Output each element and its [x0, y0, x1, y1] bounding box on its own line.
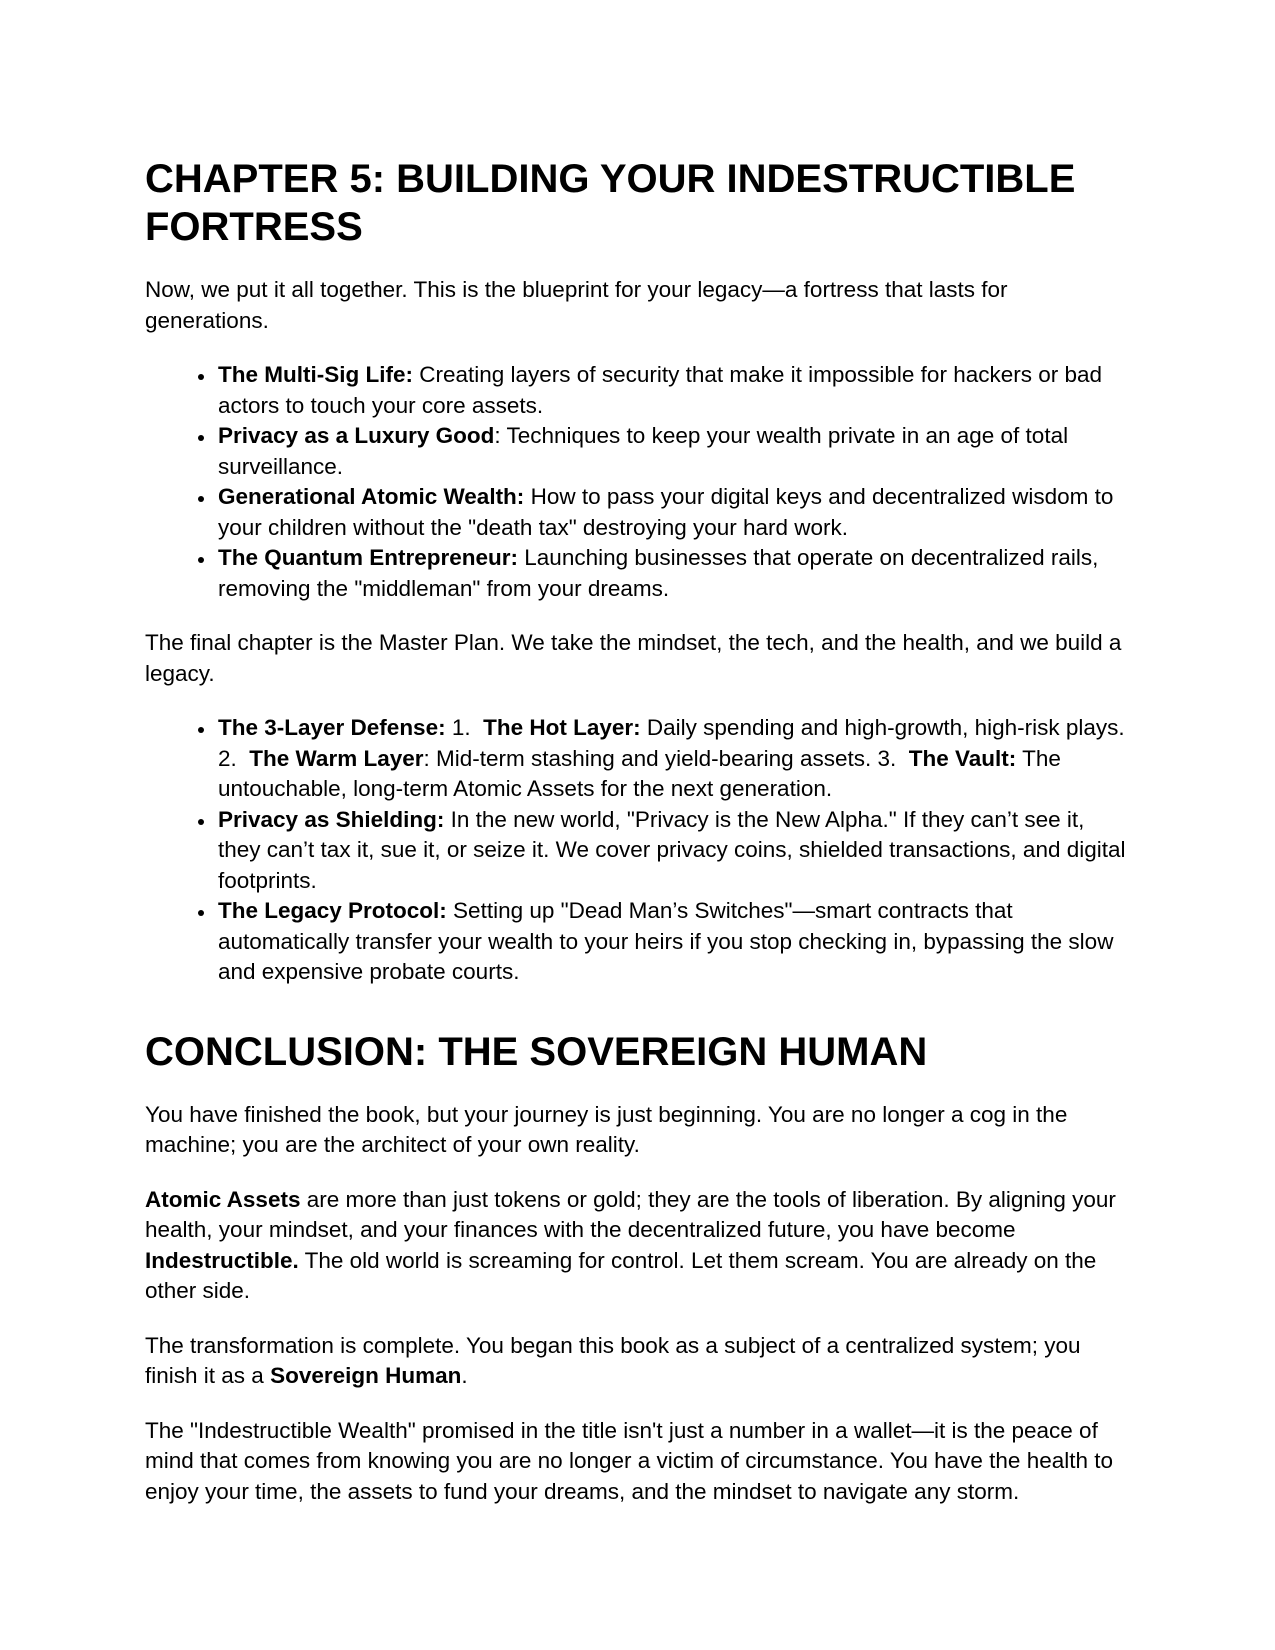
bold-text-run: Privacy as a Luxury Good: [218, 423, 495, 448]
bold-text-run: Indestructible.: [145, 1247, 299, 1273]
list-item: [216, 543, 1130, 604]
text-run: 1.: [445, 715, 484, 740]
text-run: How to pass your digital keys and decentralized wisdom to your children without the "death tax" destroying your hard work.: [218, 484, 1114, 540]
text-run: The final chapter is the Master Plan. We take the mindset, the tech, and the health, and we build a legacy.: [145, 630, 1122, 686]
text-run: : Mid-term stashing and yield-bearing assets. 3.: [423, 745, 909, 771]
bold-text-run: The Quantum Entrepreneur:: [218, 545, 519, 570]
text-run: are more than just tokens or gold; they are the tools of liberation. By aligning your health, your mindset, and your finances with the decentralized future, you have become: [145, 1186, 1116, 1242]
text-run: The "Indestructible Wealth" promised in the title isn't just a number in a wallet—it is the peace of mind that comes from knowing you are no longer a victim of circumstance. You have the health to enjoy your time, the assets to fund your dreams, and the mindset to navigate any storm.: [145, 1417, 1114, 1504]
text-run: The untouchable, long-term Atomic Assets for the next generation.: [218, 745, 1061, 801]
bold-text-run: The 3-Layer Defense:: [218, 715, 446, 740]
master-plan-bullet-list: [145, 713, 1130, 988]
list-item: [216, 713, 1130, 805]
bold-text-run: The Multi-Sig Life:: [218, 362, 413, 387]
bold-text-run: Privacy as Shielding:: [218, 806, 445, 832]
text-run: : Techniques to keep your wealth private in an age of total surveillance.: [218, 423, 1069, 479]
text-run: In the new world, "Privacy is the New Alpha." If they can’t see it, they can’t tax it, sue it, or seize it. We cover privacy coins, shielded transactions, and digital footprints.: [218, 806, 1126, 893]
text-run: Daily spending and high-growth, high-risk plays. 2.: [218, 715, 1125, 771]
text-run: Creating layers of security that make it impossible for hackers or bad actors to touch your core assets.: [218, 362, 1103, 418]
bold-text-run: Atomic Assets: [145, 1186, 301, 1212]
list-item: [216, 805, 1130, 897]
chapter-heading: CHAPTER 5: BUILDING YOUR INDESTRUCTIBLE FORTRESS: [145, 157, 1076, 249]
conclusion-paragraph: [145, 1331, 1130, 1392]
text-run: The transformation is complete. You began this book as a subject of a centralized system; you finish it as a: [145, 1332, 1081, 1388]
bold-text-run: The Legacy Protocol:: [218, 898, 447, 923]
text-run: The old world is screaming for control. Let them scream. You are already on the other side.: [145, 1247, 1097, 1303]
text-run: Launching businesses that operate on decentralized rails, removing the "middleman" from your dreams.: [218, 545, 1099, 601]
conclusion-paragraph: [145, 1100, 1130, 1161]
text-run: You have finished the book, but your journey is just beginning. You are no longer a cog in the machine; you are the architect of your own reality.: [145, 1101, 1068, 1157]
master-plan-paragraph: [145, 628, 1130, 689]
text-run: Now, we put it all together. This is the blueprint for your legacy—a fortress that lasts for generations.: [145, 277, 1008, 333]
bold-text-run: Sovereign Human: [270, 1363, 462, 1388]
list-item: [216, 421, 1130, 482]
conclusion-paragraph: [145, 1185, 1130, 1307]
list-item: [216, 360, 1130, 421]
bold-text-run: The Warm Layer: [249, 745, 424, 771]
list-item: [216, 482, 1130, 543]
chapter-bullet-list: [145, 360, 1130, 604]
intro-paragraph: [145, 275, 1130, 336]
bold-text-run: The Vault:: [908, 745, 1017, 771]
text-run: Setting up "Dead Man’s Switches"—smart contracts that automatically transfer your wealth to your heirs if you stop checking in, bypassing the slow and expensive probate courts.: [218, 898, 1114, 984]
bold-text-run: Generational Atomic Wealth:: [218, 484, 525, 509]
text-run: .: [461, 1363, 468, 1388]
list-item: [216, 896, 1130, 988]
conclusion-heading: CONCLUSION: THE SOVEREIGN HUMAN: [145, 1029, 928, 1074]
conclusion-paragraph: [145, 1416, 1130, 1508]
bold-text-run: The Hot Layer:: [483, 715, 641, 740]
